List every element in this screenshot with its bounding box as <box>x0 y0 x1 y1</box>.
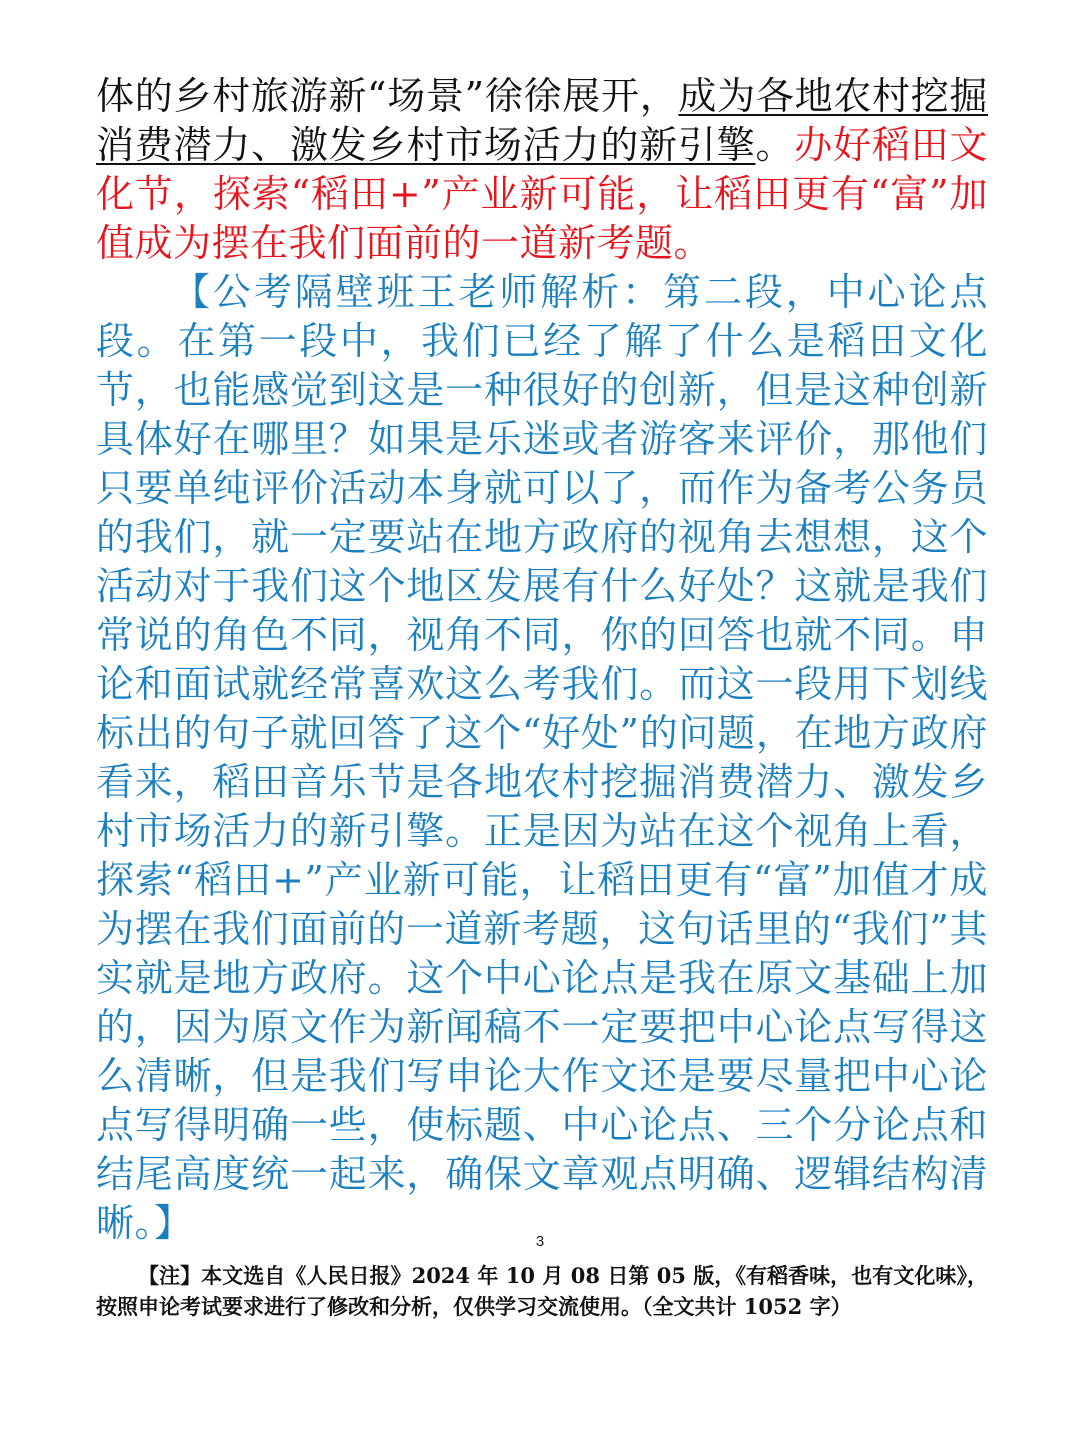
page-number: 3 <box>535 1233 545 1250</box>
article-body <box>96 72 988 1248</box>
source-footnote: 【注】本文选自《人民日报》2024 年 10 月 08 日第 05 版，《有稻香味，也有文化味》，按照申论考试要求进行了修改和分析，仅供学习交流使用。（全文共计 1052 字） <box>96 1263 988 1319</box>
paragraph-text: 体的乡村旅游新“场景”徐徐展开， <box>96 74 679 118</box>
teacher-analysis: 【公考隔壁班王老师解析：第二段，中心论点段。在第一段中，我们已经了解了什么是稻田文化节，也能感觉到这是一种很好的创新，但是这种创新具体好在哪里？如果是乐迷或者游客来评价，那他们只要单纯评价活动本身就可以了，而作为备考公务员的我们，就一定要站在地方政府的视角去想想，这个活动对于我们这个地区发展有什么好处？这就是我们常说的角色不同，视角不同，你的回答也就不同。申论和面试就经常喜欢这么考我们。而这一段用下划线标出的句子就回答了这个“好处”的问题，在地方政府看来，稻田音乐节是各地农村挖掘消费潜力、激发乡村市场活力的新引擎。正是因为站在这个视角上看，探索“稻田+”产业新可能，让稻田更有“富”加值才成为摆在我们面前的一道新考题，这句话里的“我们”其实就是地方政府。这个中心论点是我在原文基础上加的，因为原文作为新闻稿不一定要把中心论点写得这么清晰，但是我们写申论大作文还是要尽量把中心论点写得明确一些，使标题、中心论点、三个分论点和结尾高度统一起来，确保文章观点明确、逻辑结构清晰。】 <box>96 270 988 1245</box>
sentence-period: 。 <box>755 123 795 167</box>
central-argument-red: 办好稻田文化节，探索“稻田+”产业新可能，让稻田更有“富”加值成为摆在我们面前的一道新考题。 <box>96 123 988 265</box>
underlined-sentence: 成为各地农村挖掘消费潜力、激发乡村市场活力的新引擎 <box>96 74 988 167</box>
paragraph-main <box>96 72 988 268</box>
